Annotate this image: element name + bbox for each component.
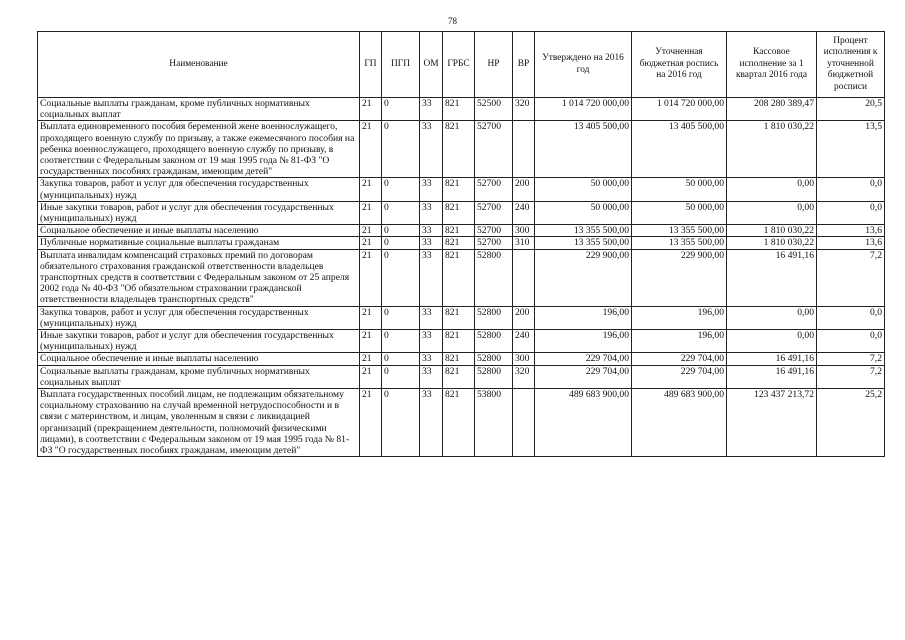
cell-cash: 0,00 <box>727 306 817 329</box>
cell-ppgp: 0 <box>382 389 420 457</box>
cell-ppgp: 0 <box>382 225 420 237</box>
budget-table <box>37 31 885 457</box>
header-vr: ВР <box>513 32 535 98</box>
cell-om: 33 <box>420 121 443 178</box>
cell-np: 52500 <box>475 98 513 121</box>
cell-approved: 1 014 720 000,00 <box>535 98 632 121</box>
cell-vr: 320 <box>513 365 535 388</box>
cell-refined: 229 900,00 <box>632 249 727 306</box>
cell-approved: 229 704,00 <box>535 353 632 365</box>
cell-approved: 229 704,00 <box>535 365 632 388</box>
cell-cash: 1 810 030,22 <box>727 121 817 178</box>
cell-percent: 25,2 <box>817 389 885 457</box>
cell-cash: 208 280 389,47 <box>727 98 817 121</box>
cell-vr: 200 <box>513 306 535 329</box>
cell-gp: 21 <box>360 353 382 365</box>
cell-approved: 50 000,00 <box>535 201 632 224</box>
cell-np: 52800 <box>475 249 513 306</box>
cell-ppgp: 0 <box>382 178 420 201</box>
cell-grbs: 821 <box>443 353 475 365</box>
cell-gp: 21 <box>360 225 382 237</box>
cell-cash: 1 810 030,22 <box>727 237 817 249</box>
cell-gp: 21 <box>360 389 382 457</box>
cell-om: 33 <box>420 306 443 329</box>
header-refined: Уточненная бюджетная роспись на 2016 год <box>632 32 727 98</box>
cell-om: 33 <box>420 201 443 224</box>
header-percent: Процент исполнения к уточненной бюджетной росписи <box>817 32 885 98</box>
cell-np: 52800 <box>475 330 513 353</box>
cell-percent: 0,0 <box>817 178 885 201</box>
header-ppgp: ПГП <box>382 32 420 98</box>
cell-refined: 196,00 <box>632 330 727 353</box>
header-om: ОМ <box>420 32 443 98</box>
table-row <box>38 98 885 121</box>
cell-name: Выплата инвалидам компенсаций страховых премий по договорам обязательного страхования гражданской ответственности владельцев транспортных средств в соответствии с Федеральным законом от 25 апреля 2002 года № 40-ФЗ "Об обязательном страховании гражданской ответственности владельцев транспортных средств" <box>38 249 360 306</box>
cell-percent: 7,2 <box>817 353 885 365</box>
cell-grbs: 821 <box>443 389 475 457</box>
cell-cash: 123 437 213,72 <box>727 389 817 457</box>
cell-np: 52800 <box>475 353 513 365</box>
header-cash: Кассовое исполнение за 1 квартал 2016 года <box>727 32 817 98</box>
table-row <box>38 389 885 457</box>
table-row <box>38 225 885 237</box>
cell-percent: 13,5 <box>817 121 885 178</box>
cell-refined: 196,00 <box>632 306 727 329</box>
cell-np: 52800 <box>475 306 513 329</box>
cell-om: 33 <box>420 178 443 201</box>
cell-name: Иные закупки товаров, работ и услуг для обеспечения государственных (муниципальных) нужд <box>38 330 360 353</box>
cell-ppgp: 0 <box>382 306 420 329</box>
cell-name: Социальное обеспечение и иные выплаты населению <box>38 225 360 237</box>
cell-cash: 16 491,16 <box>727 365 817 388</box>
cell-percent: 13,6 <box>817 237 885 249</box>
header-grbs: ГРБС <box>443 32 475 98</box>
cell-name: Иные закупки товаров, работ и услуг для обеспечения государственных (муниципальных) нужд <box>38 201 360 224</box>
cell-cash: 16 491,16 <box>727 353 817 365</box>
cell-approved: 196,00 <box>535 306 632 329</box>
cell-name: Публичные нормативные социальные выплаты гражданам <box>38 237 360 249</box>
cell-ppgp: 0 <box>382 121 420 178</box>
cell-cash: 1 810 030,22 <box>727 225 817 237</box>
cell-cash: 16 491,16 <box>727 249 817 306</box>
header-approved: Утверждено на 2016 год <box>535 32 632 98</box>
cell-grbs: 821 <box>443 306 475 329</box>
cell-np: 52700 <box>475 225 513 237</box>
table-row <box>38 353 885 365</box>
cell-grbs: 821 <box>443 365 475 388</box>
cell-gp: 21 <box>360 330 382 353</box>
cell-vr <box>513 121 535 178</box>
cell-approved: 13 355 500,00 <box>535 237 632 249</box>
cell-om: 33 <box>420 365 443 388</box>
cell-np: 52800 <box>475 365 513 388</box>
cell-om: 33 <box>420 225 443 237</box>
cell-vr: 240 <box>513 330 535 353</box>
cell-grbs: 821 <box>443 225 475 237</box>
cell-cash: 0,00 <box>727 330 817 353</box>
cell-refined: 13 355 500,00 <box>632 225 727 237</box>
table-row <box>38 330 885 353</box>
cell-cash: 0,00 <box>727 201 817 224</box>
cell-refined: 13 355 500,00 <box>632 237 727 249</box>
cell-percent: 0,0 <box>817 330 885 353</box>
cell-gp: 21 <box>360 178 382 201</box>
cell-gp: 21 <box>360 98 382 121</box>
cell-gp: 21 <box>360 121 382 178</box>
cell-ppgp: 0 <box>382 237 420 249</box>
cell-gp: 21 <box>360 306 382 329</box>
cell-ppgp: 0 <box>382 249 420 306</box>
cell-ppgp: 0 <box>382 330 420 353</box>
cell-percent: 7,2 <box>817 365 885 388</box>
cell-ppgp: 0 <box>382 98 420 121</box>
cell-name: Социальные выплаты гражданам, кроме публичных нормативных социальных выплат <box>38 365 360 388</box>
cell-om: 33 <box>420 330 443 353</box>
cell-refined: 13 405 500,00 <box>632 121 727 178</box>
cell-np: 52700 <box>475 201 513 224</box>
cell-np: 52700 <box>475 178 513 201</box>
cell-np: 53800 <box>475 389 513 457</box>
cell-refined: 229 704,00 <box>632 365 727 388</box>
table-row <box>38 306 885 329</box>
cell-grbs: 821 <box>443 201 475 224</box>
cell-name: Закупка товаров, работ и услуг для обеспечения государственных (муниципальных) нужд <box>38 178 360 201</box>
cell-refined: 1 014 720 000,00 <box>632 98 727 121</box>
cell-vr: 310 <box>513 237 535 249</box>
table-header-row <box>38 32 885 98</box>
header-name: Наименование <box>38 32 360 98</box>
cell-ppgp: 0 <box>382 353 420 365</box>
cell-name: Выплата единовременного пособия беременной жене военнослужащего, проходящего военную службу по призыву, а также ежемесячного пособия на ребенка военнослужащего, проходящего военную службу по призыву, в соответствии с Федеральным законом от 19 мая 1995 года № 81-ФЗ "О государственных пособиях гражданам, имеющим детей" <box>38 121 360 178</box>
cell-om: 33 <box>420 389 443 457</box>
cell-vr: 240 <box>513 201 535 224</box>
cell-om: 33 <box>420 353 443 365</box>
cell-gp: 21 <box>360 249 382 306</box>
cell-refined: 50 000,00 <box>632 201 727 224</box>
cell-refined: 229 704,00 <box>632 353 727 365</box>
cell-grbs: 821 <box>443 121 475 178</box>
cell-approved: 13 405 500,00 <box>535 121 632 178</box>
cell-ppgp: 0 <box>382 201 420 224</box>
cell-grbs: 821 <box>443 98 475 121</box>
cell-vr: 320 <box>513 98 535 121</box>
cell-om: 33 <box>420 249 443 306</box>
table-row <box>38 365 885 388</box>
cell-vr: 300 <box>513 353 535 365</box>
cell-approved: 13 355 500,00 <box>535 225 632 237</box>
table-row <box>38 121 885 178</box>
cell-np: 52700 <box>475 237 513 249</box>
cell-ppgp: 0 <box>382 365 420 388</box>
cell-grbs: 821 <box>443 237 475 249</box>
cell-percent: 0,0 <box>817 306 885 329</box>
cell-np: 52700 <box>475 121 513 178</box>
cell-gp: 21 <box>360 201 382 224</box>
cell-gp: 21 <box>360 365 382 388</box>
cell-grbs: 821 <box>443 178 475 201</box>
cell-approved: 489 683 900,00 <box>535 389 632 457</box>
table-row <box>38 201 885 224</box>
cell-percent: 13,6 <box>817 225 885 237</box>
page-number: 78 <box>448 16 457 26</box>
cell-vr: 200 <box>513 178 535 201</box>
cell-refined: 489 683 900,00 <box>632 389 727 457</box>
cell-percent: 20,5 <box>817 98 885 121</box>
cell-cash: 0,00 <box>727 178 817 201</box>
cell-approved: 229 900,00 <box>535 249 632 306</box>
cell-vr <box>513 249 535 306</box>
cell-om: 33 <box>420 237 443 249</box>
cell-vr <box>513 389 535 457</box>
cell-gp: 21 <box>360 237 382 249</box>
cell-grbs: 821 <box>443 330 475 353</box>
cell-refined: 50 000,00 <box>632 178 727 201</box>
cell-om: 33 <box>420 98 443 121</box>
header-np: НР <box>475 32 513 98</box>
table-row <box>38 237 885 249</box>
cell-name: Закупка товаров, работ и услуг для обеспечения государственных (муниципальных) нужд <box>38 306 360 329</box>
cell-percent: 7,2 <box>817 249 885 306</box>
cell-name: Выплата государственных пособий лицам, не подлежащим обязательному социальному страхованию на случай временной нетрудоспособности и в связи с материнством, и лицам, уволенным в связи с ликвидацией организаций (прекращением деятельности, полномочий физическими лицами), в соответствии с Федеральным законом от 19 мая 1995 года № 81-ФЗ "О государственных пособиях гражданам, имеющим детей" <box>38 389 360 457</box>
cell-approved: 196,00 <box>535 330 632 353</box>
cell-grbs: 821 <box>443 249 475 306</box>
cell-percent: 0,0 <box>817 201 885 224</box>
table-row <box>38 249 885 306</box>
table-row <box>38 178 885 201</box>
cell-name: Социальное обеспечение и иные выплаты населению <box>38 353 360 365</box>
cell-name: Социальные выплаты гражданам, кроме публичных нормативных социальных выплат <box>38 98 360 121</box>
cell-approved: 50 000,00 <box>535 178 632 201</box>
header-gp: ГП <box>360 32 382 98</box>
cell-vr: 300 <box>513 225 535 237</box>
